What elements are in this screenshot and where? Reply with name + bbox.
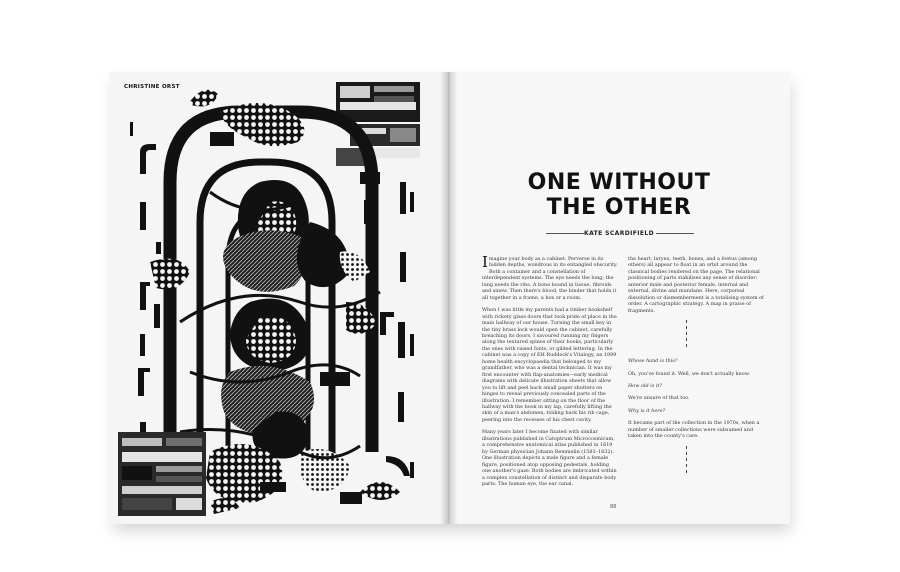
dialogue-answer: It became part of the collection in the 1970s, when a number of smaller collections were subsumed and taken into the county's care. <box>628 420 760 440</box>
paragraph: When I was little my parents had a timber bookshelf with rickety glass doors that took pride of place in the main hallway of our house. Turning the small key in the tiny brass lock would open the cabinet, carefully breaching its doors. I savoured running my fingers along the textured spines of their books, particularly the ones with raised fonts, or gilded lettering. In the cabinet was a copy of EH Ruddock's Vitalogy, an 1899 home health encyclopaedia that belonged to my grandfather, who was a dental technician. It was my first encounter with flap-anatomies—early medical diagrams with delicate illustration sheets that allow you to lift and peel back small paper shutters on hinges to reveal previously concealed parts of the illustration. I remember sitting on the floor of the hallway with the book in my lap, carefully lifting the skin of a man's abdomen, folding back his rib cage, peering into the recesses of his chest cavity. <box>482 307 617 423</box>
dashed-divider <box>686 320 687 350</box>
paragraph: Many years later I become fixated with similar illustrations published in Catoptrum Microcosmicum, a comprehensive anatomical atlas published in 1619 by German physician Johann Remmelin (1583–1632). One illustration depicts a male figure and a female figure, positioned atop opposing pedestals, holding one another's gaze. Both bodies are imbricated within a complex constellation of distinct and disparate body parts. The human eye, the ear canal, <box>482 429 617 487</box>
article-title <box>448 170 790 220</box>
dialogue-answer: Oh, you've found it. Well, we don't actually know. <box>628 370 750 377</box>
dropcap: I <box>482 253 488 271</box>
screen-collage-bottom <box>118 432 206 516</box>
page-number: 88 <box>610 504 617 510</box>
text-column-1 <box>482 253 618 493</box>
title-line-2: THE OTHER <box>546 195 692 220</box>
dialogue-question: Whose hand is this? <box>628 358 678 365</box>
dashed-divider <box>686 446 687 476</box>
article-byline: KATE SCARDIFIELD <box>584 230 654 237</box>
dialogue-question: How old is it? <box>628 382 662 389</box>
dialogue-question: Why is it here? <box>628 407 666 414</box>
title-line-1: ONE WITHOUT <box>527 170 711 195</box>
book-gutter <box>440 72 458 524</box>
author-name: CHRISTINE ORST <box>124 84 180 90</box>
right-page <box>448 72 790 524</box>
dialogue-answer: We're unsure of that too. <box>628 395 690 402</box>
paragraph: Imagine your body as a cabinet. Perverse in its hidden depths, wondrous in its entangled obscurity. Both a container and a constellation of interdependent systems. The eye needs the lung; the lung needs the ribs. A bone bound in tissue, fibroids and sinew. Then there's blood, the binder that holds it all together in a frame, a box or a room. <box>482 253 618 301</box>
paragraph: the heart, larynx, teeth, bones, and a foetus (among others) all appear to float in an orbit around the classical bodies rendered on the page. The relational positioning of parts stabilises any sense of disorder: anterior male and posterior female, internal and external, divine and mundane. Here, corporeal dissolution or dismemberment is a totalising system of order. A cartographic strategy. A map in praise of fragments. <box>628 256 764 314</box>
collage-artwork <box>110 72 448 524</box>
text-column-2 <box>628 256 764 484</box>
byline-rule-right <box>656 233 694 234</box>
left-page <box>110 72 448 524</box>
